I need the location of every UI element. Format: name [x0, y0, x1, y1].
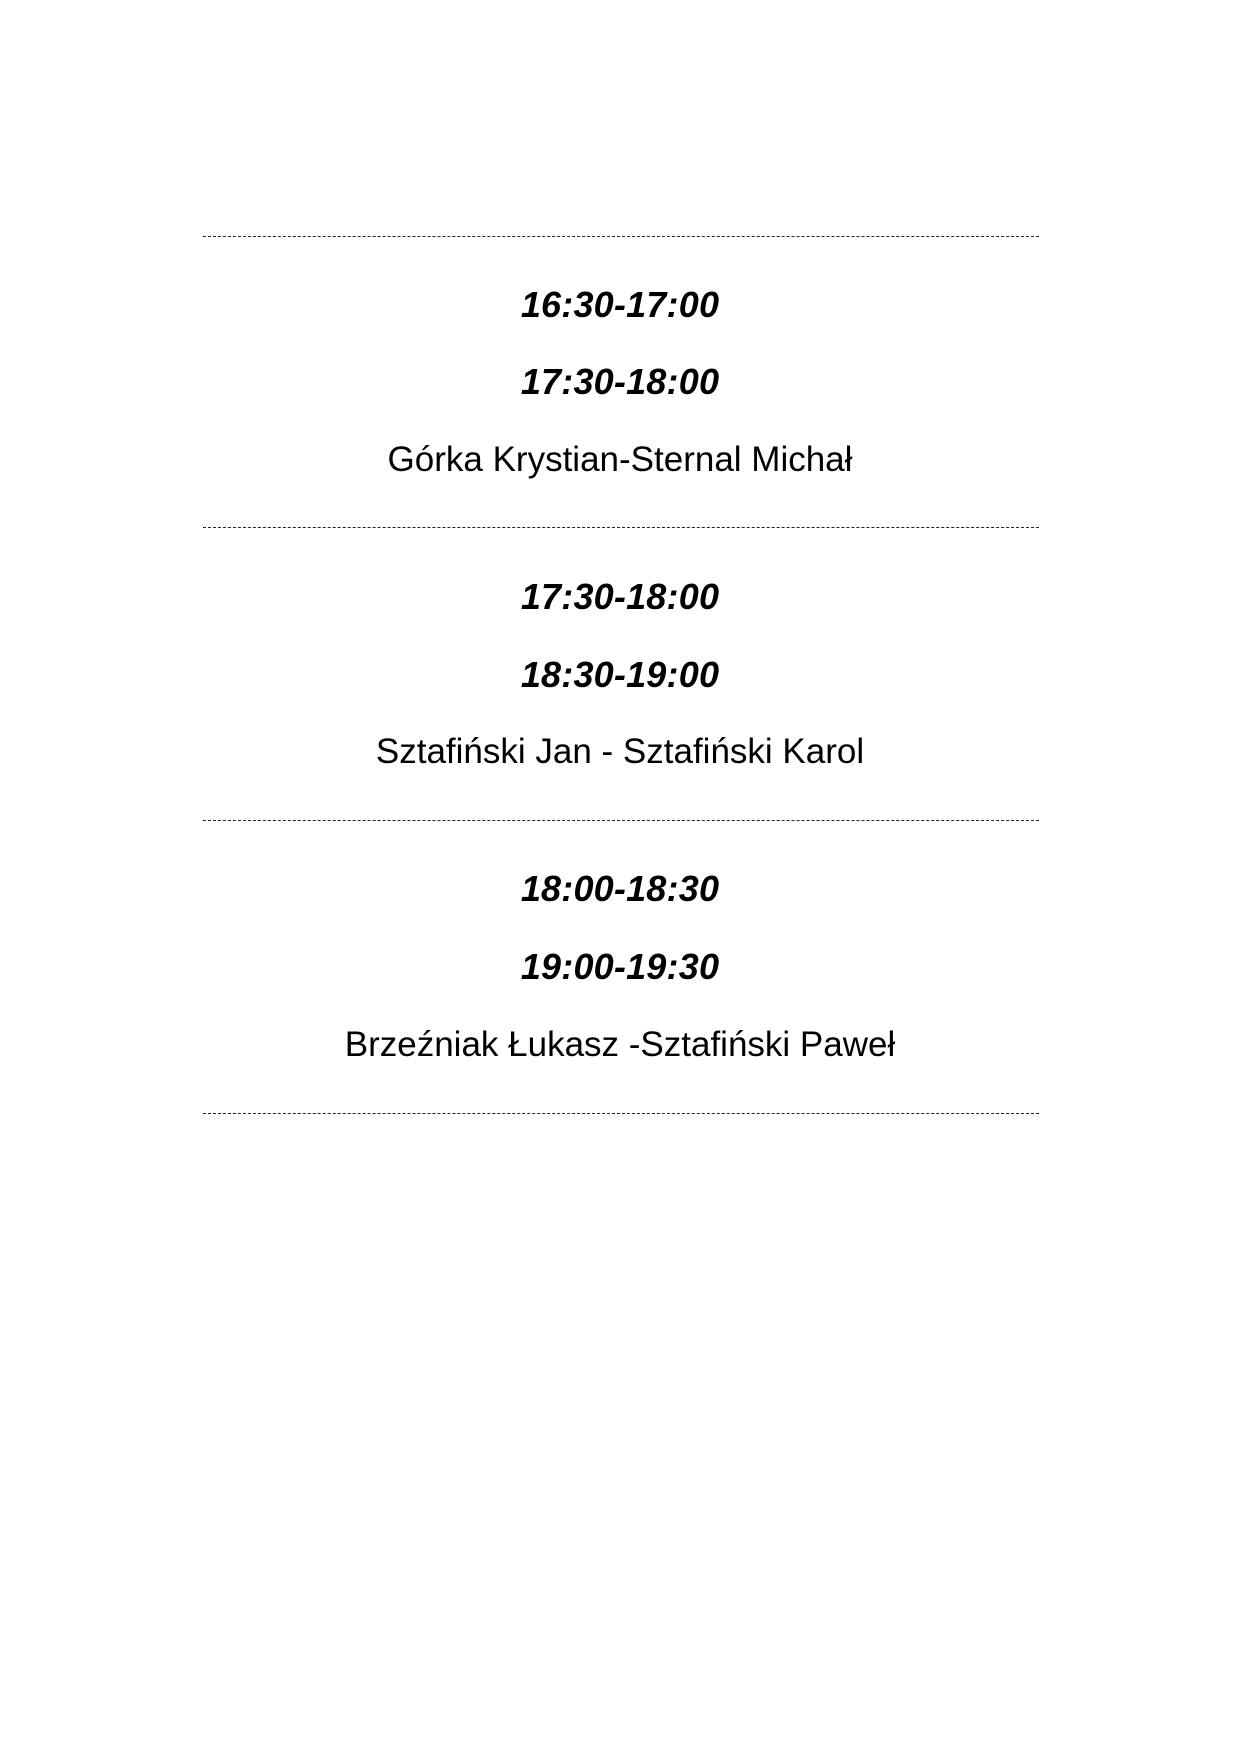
time-slot-1: 16:30-17:00 — [520, 284, 720, 325]
time-slot-2: 19:00-19:30 — [520, 946, 720, 987]
time-slot-1: 18:00-18:30 — [520, 868, 720, 909]
dashed-divider — [203, 1113, 1039, 1114]
time-slot-2: 17:30-18:00 — [520, 361, 720, 402]
pair-names: Górka Krystian-Sternal Michał — [387, 440, 853, 479]
pair-names: Brzeźniak Łukasz -Sztafiński Paweł — [344, 1025, 896, 1064]
pair-names: Sztafiński Jan - Sztafiński Karol — [375, 732, 865, 771]
time-slot-1: 17:30-18:00 — [520, 576, 720, 617]
dashed-divider — [203, 820, 1039, 821]
dashed-divider — [203, 236, 1039, 237]
time-slot-2: 18:30-19:00 — [520, 654, 720, 695]
dashed-divider — [203, 527, 1039, 528]
